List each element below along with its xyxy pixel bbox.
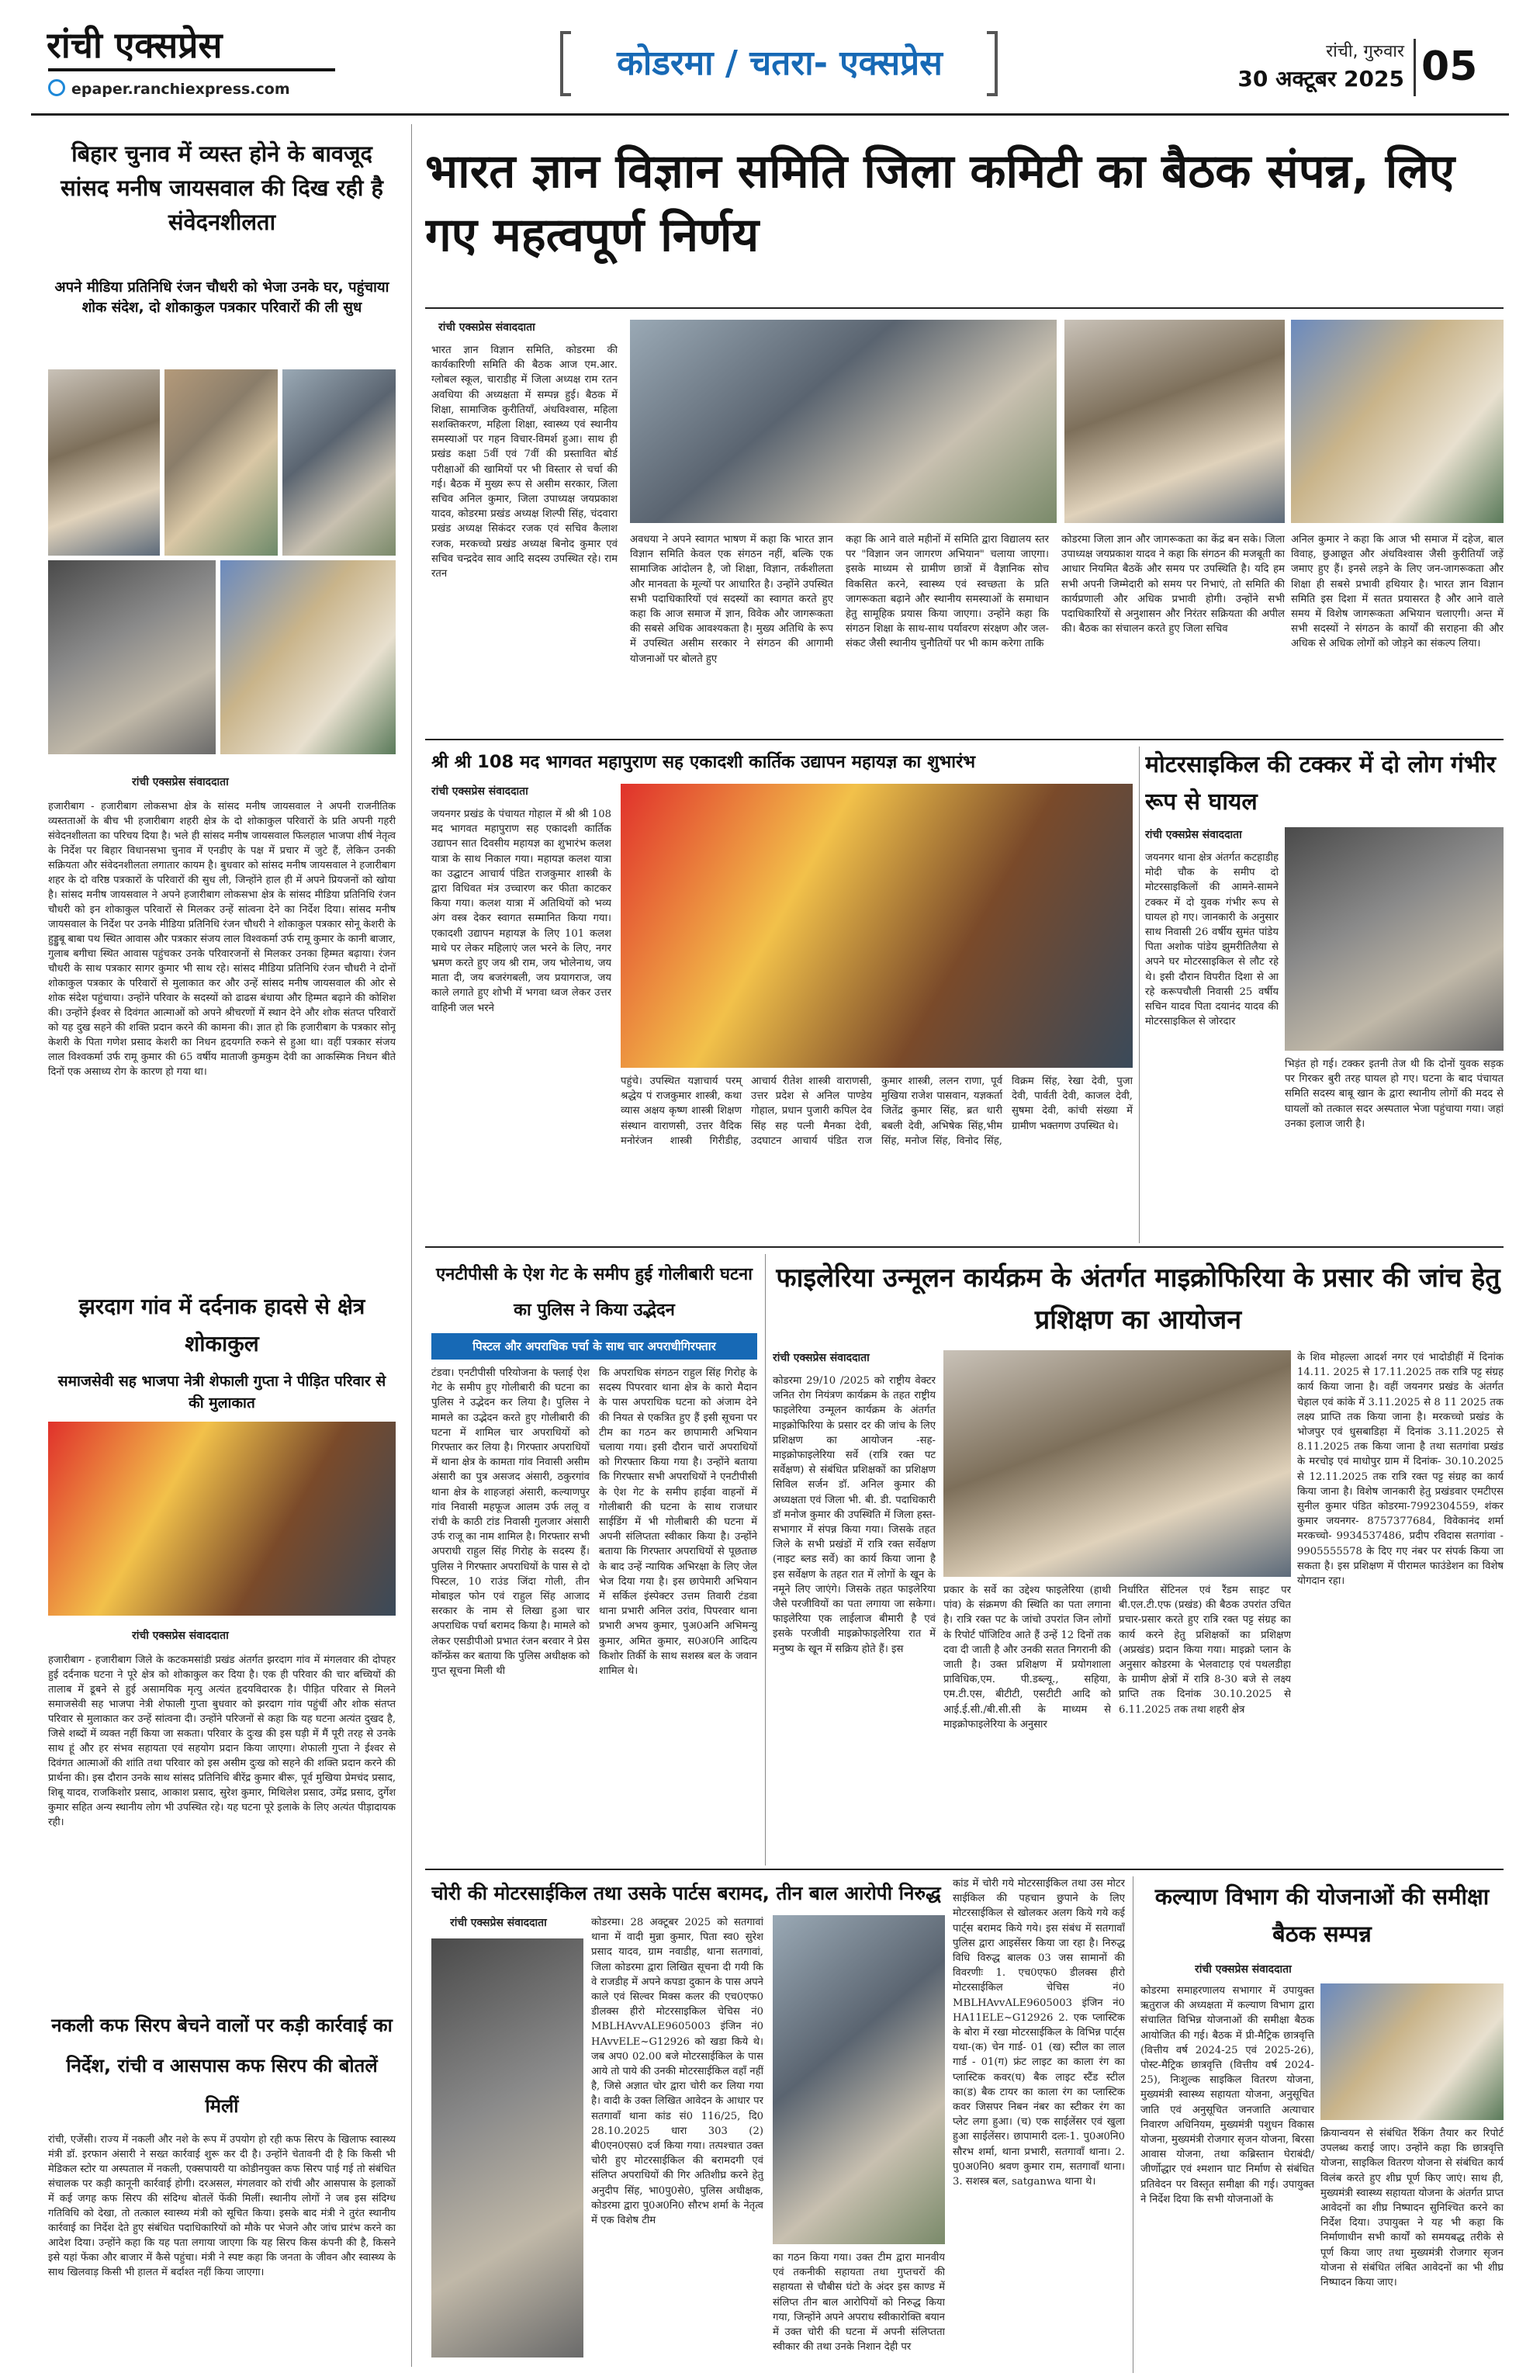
section-bracket-left bbox=[560, 31, 571, 96]
lead-headline: भारत ज्ञान विज्ञान समिति जिला कमिटी का बैठक संपन्न, लिए गए महत्वपूर्ण निर्णय bbox=[425, 144, 1455, 262]
ntpc-divider bbox=[765, 1254, 766, 1866]
left-photo-1 bbox=[48, 369, 160, 556]
bhagwat-byline: रांची एक्सप्रेस संवाददाता bbox=[431, 785, 528, 798]
bhagwat-caption: पहुंचे। उपस्थित यज्ञाचार्य परम् श्रद्धेय पं राजकुमार शास्त्री, कथा व्यास अक्षय कृष्ण शास्त्री शिक्षण संस्थान वाराणसी, उत्तर वैदिक मनोरंजन शास्त्री गिरीडीह, आचार्य रीतेश शास्त्री वाराणसी, उत्तर प्रदेश से अनिल पाण्डेय गोहाल, प्रधान पुजारी कपिल देव सिंह सह पत्नी मैनका देवी, उदघाटन आचार्य पंडित राज कुमार शास्त्री, ललन राणा, पूर्व मुखिया राजेश पासवान, यज्ञकर्ता जितेंद्र कुमार सिंह, ब्रत धारी बबली देवी, अभिषेक सिंह,भीम सिंह, मनोज सिंह, विनोद सिंह, विक्रम सिंह, रेखा देवी, पुजा देवी, पार्वती देवी, काजल देवी, सुषमा देवी, कांची संख्या में ग्रामीण भक्तगण उपस्थित थे। bbox=[621, 1076, 1133, 1147]
page-number-divider bbox=[1414, 39, 1416, 96]
motorcycle-byline: रांची एक्सप्रेस संवाददाता bbox=[1145, 829, 1242, 841]
lead-photo-2 bbox=[1064, 320, 1285, 523]
globe-icon bbox=[48, 79, 65, 96]
left-story2-photo bbox=[48, 1422, 396, 1616]
chori-col-2: कांड में चोरी गये मोटरसाईकिल तथा उस मोटर साईकिल की पहचान छुपाने के लिए मोटरसाईकिल से खोलकर अलग किये गये कई पार्ट्स बरामद किये गये। इस संबंध में सतगावाँ पुलिस द्वारा आइसेंसर किया जा रहा है। निरुद्ध विधि विरुद्ध बालक 03 जस सामानों की विवरणीः 1. एच0एफ0 डीलक्स हीरो मोटरसाईकिल चेचिस नं0 MBLHAvvALE9605003 इंजिन नं0 HA11ELE~G12926 2. एक प्लास्टिक के बोरा में रखा मोटरसाईकिल के विभिन्न पार्ट्स यथा-(क) चेन गार्ड- 01 (ख) स्टील का लाल गार्ड - 01(ग) फ्रंट लाइट का काला रंग का प्लास्टिक कवर(घ) बैक लाइट स्टैंड स्टील का(ड) बैक टायर का काला रंग का प्लास्टिक कवर जिसपर निबन नंबर का स्टीकर रंग का प्लेट लगा हुआ। (च) एक साईलेंसर एवं खुला हुआ साईलेंसर। छापामारी दलः-1. पु0अ0नि0 सौरभ शर्मा, थाना प्रभारी, सतगावाँ थाना। 2. पु0अ0नि0 श्रवण कुमार राम, सतगावाँ थाना। 3. सशस्त्र बल, satganwa थाना थे। bbox=[953, 1878, 1125, 2188]
left-photo-4 bbox=[48, 560, 216, 754]
filaria-photo bbox=[943, 1350, 1291, 1577]
left-story3-body: रांची, एजेंसी। राज्य में नकली और नशे के रूप में उपयोग हो रही कफ सिरप के खिलाफ स्वास्थ्य मंत्री डॉ. इरफान अंसारी ने सख्त कार्रवाई शुरू कर दी है। उन्होंने चेतावनी दी है कि किसी भी मेडिकल स्टोर या अस्पताल में नकली, एक्सपायरी या कोडीनयुक्त कफ सिरप पाई गई तो संबंधित संचालक पर कड़ी कानूनी कार्रवाई होगी। दरअसल, मंगलवार को रांची और आसपास के इलाकों में कई जगह कफ सिरप की संदिग्ध बोतलें फेंकी मिलीं। स्थानीय लोगों ने जब इस संदिग्ध गतिविधि को देखा, तो तत्काल स्वास्थ्य मंत्री को सूचित किया। इसके बाद मंत्री ने तुरंत स्थानीय कार्रवाई का निर्देश देते हुए संबंधित पदाधिकारियों को मौके पर भेजने और जांच प्रारंभ करने का आदेश दिया। उन्होंने कहा कि यह पता लगाया जाएगा कि यह सिरप किस कंपनी की है, किसने इसे यहां फेंका और बाजार में कैसे पहुंचा। मंत्री ने स्पष्ट कहा कि जनता के जीवन और स्वास्थ्य के साथ खिलवाड़ किसी भी हालत में बर्दाश्त नहीं किया जाएगा। bbox=[48, 2134, 396, 2278]
logo-swoosh bbox=[48, 68, 335, 71]
left-story2-headline: झरदाग गांव में दर्दनाक हादसे से क्षेत्र शोकाकुल bbox=[78, 1294, 365, 1356]
filaria-col-3: निर्धारित सेंटिनल एवं रैंडम साइट पर बी.एल.टी.एफ (प्रखंड) की बैठक उपरांत उचित प्रचार-प्रसार करते हुए रात्रि रक्त पट्ट संग्रह का कार्य करने हेतु प्रशिक्षकों का प्रशिक्षण (अप्रखंड) प्रदान किया गया। माइक्रो प्लान के अनुसार कोडरमा के भेलवाटाड़ एवं पथलडीहा के ग्रामीण क्षेत्रों में रात्रि 8-30 बजे से लक्ष्य प्राप्ति तक दिनांक 30.10.2025 से 6.11.2025 तक तथा शहरी क्षेत्र bbox=[1119, 1585, 1291, 1716]
lead-col-4: कोडरमा जिला ज्ञान और जागरूकता का केंद्र बन सके। जिला उपाध्यक्ष जयप्रकाश यादव ने कहा कि संगठन की मजबूती का आधार नियमित बैठकें और समय पर उपस्थिति है। यदि हम सभी अपनी जिम्मेदारी को समय पर निभाएं, तो समिति की कार्यप्रणाली और अधिक प्रभावी होगी। उन्होंने सभी पदाधिकारियों से अनुशासन और निरंतर सक्रियता की अपील की। बैठक का संचालन करते हुए जिला सचिव bbox=[1061, 534, 1285, 636]
ntpc-col-2: कि अपराधिक संगठन राहुल सिंह गिरोह के सदस्य पिपरवार थाना क्षेत्र के कारो मैदान के पास अपराधिक घटना को अंजाम देने की नियत से एकत्रित हुए हैं इसी सूचना पर टीम का गठन कर छापामारी अभियान चलाया गया। इसी दौरान चारों अपराधियों को गिरफ्तार किया गया है। उन्होंने बताया कि गिरफ्तार सभी अपराधियों ने एनटीपीसी के ऐश गेट के समीप हाईवा वाहनों में गोलीबारी की घटना के साथ राजधार साईडिंग में भी गोलीबारी की घटना में अपनी संलिप्तता स्वीकार किया है। उन्होंने बताया कि गिरफ्तार अपराधियों से पूछताछ के बाद उन्हें न्यायिक अभिरक्षा के लिए जेल भेज दिया गया है। इस छापेमारी अभियान में सर्किल इंस्पेक्टर उत्तम तिवारी टंडवा थाना प्रभारी अनिल उरांव, पिपरवार थाना प्रभारी अभय कुमार, पुअ0अनि अभिमन्यु कुमार, अमित कुमार, स0अ0नि आदित्य किशोर तिर्की के साथ सशस्त्र बल के जवान शामिल थे। bbox=[599, 1367, 757, 1678]
lead-headline-rule bbox=[425, 307, 1504, 309]
lead-col-5: अनिल कुमार ने कहा कि आज भी समाज में दहेज, बाल विवाह, छुआछूत और अंधविश्वास जैसी कुरीतियाँ जड़ें जमाए हुए हैं। इनसे लड़ने के लिए जन-जागरूकता और शिक्षा ही सबसे प्रभावी हथियार है। भारत ज्ञान विज्ञान समिति इस दिशा में सतत प्रयासरत है और आने वाले समय में विशेष जागरूकता अभियान चलाएगी। अन्त में सभी सदस्यों ने संगठन के कार्यों की सराहना की और अधिक से अधिक लोगों को जोड़ने का संकल्प लिया। bbox=[1291, 534, 1504, 650]
lead-col-2: अवधया ने अपने स्वागत भाषण में कहा कि भारत ज्ञान विज्ञान समिति केवल एक संगठन नहीं, बल्कि एक सामाजिक आंदोलन है, जो शिक्षा, विज्ञान, तर्कशीलता और मानवता के मूल्यों पर आधारित है। उन्होंने उपस्थित सभी पदाधिकारियों एवं सदस्यों का स्वागत करते हुए कहा कि आज समाज में ज्ञान, विवेक और जागरूकता की सबसे अधिक आवश्यकता है। मुख्य अतिथि के रूप में उपस्थित असीम सरकार ने संगठन की आगामी योजनाओं पर बोलते हुए bbox=[630, 534, 833, 665]
section-bracket-right bbox=[987, 31, 998, 96]
motorcycle-col-2: भिड़ंत हो गई। टक्कर इतनी तेज थी कि दोनों युवक सड़क पर गिरकर बुरी तरह घायल हो गए। घटना के बाद पंचायत समिति सदस्य बाबू खान के द्वारा स्थानीय लोगों की मदद से घायलों को तत्काल सदर अस्पताल भेजा पहुंचाया गया। जहां उनका इलाज जारी है। bbox=[1285, 1058, 1504, 1130]
left-column-divider bbox=[411, 124, 412, 2367]
ntpc-banner: पिस्टल और अपराधिक पर्चा के साथ चार अपराधीगिरफ्तार bbox=[431, 1333, 757, 1360]
left-photo-3 bbox=[282, 369, 396, 556]
kalyan-photo bbox=[1320, 1983, 1504, 2120]
section-title: कोडरमा / चतरा- एक्सप्रेस bbox=[617, 43, 943, 83]
website-link[interactable]: epaper.ranchiexpress.com bbox=[71, 81, 290, 98]
left-story2-body: हजारीबाग - हजारीबाग जिले के कटकमसांडी प्रखंड अंतर्गत झरदाग गांव में मंगलवार की दोपहर हुई दर्दनाक घटना ने पूरे क्षेत्र को शोकाकुल कर दिया है। एक ही परिवार की चार बच्चियों की तालाब में डूबने से हुई असामयिक मृत्यु अत्यंत हृदयविदारक है। पीड़ित परिवार से मिलने समाजसेवी सह भाजपा नेत्री शेफाली गुप्ता बुधवार को झरदाग गांव पहुंचीं और शोक संतप्त परिवार से मुलाकात कर उन्हें सांत्वना दी। उन्होंने परिजनों से कहा कि यह घटना अत्यंत दुखद है, जिसे शब्दों में व्यक्त नहीं किया जा सकता। परिवार के दुःख की इस घड़ी में मैं पूरी तरह से उनके साथ हूं और हर संभव सहायता एवं सहयोग प्रदान किया जाएगा। शेफाली गुप्ता ने ईश्वर से दिवंगत आत्माओं की शांति तथा परिवार को इस असीम दुःख को सहने की शक्ति प्रदान करने की प्रार्थना की। इस दौरान उनके साथ सांसद प्रतिनिधि बीरेंद्र कुमार बीरू, पूर्व मुखिया प्रेमचंद प्रसाद, शिबू यादव, राजकिशोर प्रसाद, आकाश प्रसाद, सुरेश कुमार, मिथिलेश प्रसाद, उमेंद्र प्रसाद, दुर्गेश कुमार सहित अन्य स्थानीय लोग भी उपस्थित रहे। यह घटना पूरे इलाके के लिए अत्यंत पीड़ादायक रही। bbox=[48, 1654, 396, 1828]
ntpc-col-1: टंडवा। एनटीपीसी परियोजना के फ्लाई ऐश गेट के समीप हुए गोलीबारी की घटना का पुलिस ने उद्भेदन कर लिया है। पुलिस ने मामले का उद्भेदन करते हुए गोलीबारी की घटना में शामिल चार अपराधियों को गिरफ्तार कर लिया है। गिरफ्तार अपराधियों में थाना क्षेत्र के कामता गांव निवासी असीम अंसारी का पुत्र असजद अंसारी, ठकुरगांव थाना क्षेत्र के शाहजहां अंसारी, कल्याणपुर गांव निवासी महफूज आलम उर्फ ललू व रांची के काठी टांड निवासी गुलजार अंसारी उर्फ राजू का नाम शामिल है। गिरफ्तार सभी अपराधी राहुल सिंह गिरोह के सदस्य हैं। पुलिस ने गिरफ्तार अपराधियों के पास से दो पिस्टल, 10 राउंड जिंदा गोली, तीन मोबाइल फोन एवं राहुल सिंह आजाद सरकार के नाम से लिखा हुआ चार अपराधिक पर्चा बरामद किया है। मामले को लेकर एसडीपीओ प्रभात रंजन बरवार ने प्रेस कॉन्फ्रेंस कर बताया कि पुलिस अधीक्षक को गुप्त सूचना मिली थी bbox=[431, 1367, 590, 1678]
dateline-city-day: रांची, गुरुवार bbox=[1326, 42, 1404, 61]
left-photo-2 bbox=[164, 369, 278, 556]
left-story2-subhead: समाजसेवी सह भाजपा नेत्री शेफाली गुप्ता ने पीड़ित परिवार से की मुलाकात bbox=[57, 1373, 386, 1412]
kalyan-headline: कल्याण विभाग की योजनाओं की समीक्षा बैठक सम्पन्न bbox=[1154, 1883, 1490, 1947]
newspaper-logo: रांची एक्सप्रेस bbox=[47, 24, 223, 66]
left-lead-body: हजारीबाग - हजारीबाग लोकसभा क्षेत्र के सांसद मनीष जायसवाल ने अपनी राजनीतिक व्यस्तताओं के बीच भी हजारीबाग शहरी क्षेत्र के दो शोकाकुल परिवारों के प्रति अपनी गहरी संवेदनशीलता का परिचय दिया है। भले ही सांसद मनीष जायसवाल फिलहाल भाजपा शीर्ष नेतृत्व के निर्देश पर बिहार विधानसभा चुनाव में एनडीए के पक्ष में प्रचार में जुटे हैं, लेकिन उनकी सक्रियता और संवेदनशीलता लगातार कायम है। बुधवार को सांसद मनीष जायसवाल ने हजारीबाग शहर के दो वरिष्ठ पत्रकारों के परिवारों की सुध ली, जिन्होंने हाल ही में अपने प्रियजनों को खोया है। सांसद मनीष जायसवाल ने अपने हजारीबाग लोकसभा क्षेत्र के सांसद मीडिया प्रतिनिधि रंजन चौधरी को इन शोकाकुल परिवारों से मिलकर उन्हें सांत्वना देने का निर्देश दिया। सांसद मनीष जायसवाल के निर्देश पर उनके मीडिया प्रतिनिधि रंजन चौधरी ने शोकाकुल पत्रकार सोनू केशरी के हुड्डुबू बाबा पथ स्थित आवास और पत्रकार संजय लाल विश्वकर्मा उर्फ रामू कुमार के कानी बाजार, गुलाब बगीचा स्थित आवास पहुंचकर उनके परिवारजनों से मिलकर उनका हिम्मत बढ़ाया। रंजन चौधरी के साथ पत्रकार सागर कुमार भी साथ रहे। सांसद मीडिया प्रतिनिधि रंजन चौधरी ने दोनों शोकाकुल पत्रकार के परिवारों से मुलाकात कर और उन्हें सांसद मनीष जायसवाल की ओर से शोक संदेश पहुंचाया। उन्होंने परिवार के सदस्यों को ढाढस बंधाया और हिम्मत बढ़ाने की कोशिश की। उन्होंने ईश्वर से दिवंगत आत्माओं को अपने श्रीचरणों में स्थान देने और शोक संतप्त परिवारों को यह दुख सहने की शक्ति प्रदान करने की कामना की। ज्ञात हो कि हजारीबाग के पत्रकार सोनू केशरी के पिता गणेश प्रसाद केशरी का निधन हृदयगति रुकने से हुआ था। वहीं पत्रकार संजय लाल विश्वकर्मा उर्फ रामू कुमार की 65 वर्षीय माताजी कुमकुम देवी का आकस्मिक निधन बीते दिनों एक असाध्य रोग के कारण हो गया था। bbox=[48, 801, 396, 1078]
lead-col-1: भारत ज्ञान विज्ञान समिति, कोडरमा की कार्यकारिणी समिति की बैठक आज एम.आर. ग्लोबल स्कूल, चाराडीह में जिला अध्यक्ष राम रतन अवधिया की अध्यक्षता में सम्पन्न हुई। बैठक में शिक्षा, सामाजिक कुरीतियाँ, अंधविश्वास, महिला सशक्तिकरण, महिला शिक्षा, स्वास्थ्य एवं स्थानीय समस्याओं पर गहन विचार-विमर्श हुआ। साथ ही प्रखंड कक्षा 5वीं एवं 7वीं की प्रस्तावित बोर्ड परीक्षाओं की खामियों पर भी विस्तार से चर्चा की गई। बैठक में मुख्य रूप से असीम सरकार, जिला सचिव अनिल कुमार, जिला उपाध्यक्ष जयप्रकाश यादव, कोडरमा प्रखंड अध्यक्ष शिल्पी सिंह, चंदवारा प्रखंड अध्यक्ष सिकंदर रजक एवं सचिव कैलाश रजक, मरकच्चो प्रखंड अध्यक्ष बिनोद कुमार एवं सचिव चन्द्रदेव साव आदि सदस्य उपस्थित रहे। राम रतन bbox=[431, 345, 618, 580]
bhagwat-divider bbox=[1139, 747, 1140, 1243]
chori-caption: का गठन किया गया। उक्त टीम द्वारा मानवीय एवं तकनीकी सहायता तथा गुप्तचरों की सहायता से चौबीस घंटो के अंदर इस काण्ड में संलिप्त तीन बाल आरोपियों को निरुद्ध किया गया, जिन्होंने अपने अपराध स्वीकारोक्ति बयान में उक्त चोरी की घटना में अपनी संलिप्तता स्वीकार की तथा उनके निशान देही पर bbox=[773, 2252, 945, 2354]
bhagwat-col-1: जयनगर प्रखंड के पंचायत गोहाल में श्री श्री 108 मद भागवत महापुराण सह एकादशी कार्तिक उद्यापन सात दिवसीय महायज्ञ का शुभारंभ कलश यात्रा के साथ निकाल गया। महायज्ञ कलश यात्रा का उद्घाटन आचार्य पंडित राजकुमार शास्त्री के द्वारा विधिवत मंत्र उच्चारण कर फीता काटकर किया गया। कलश यात्रा में अतिथियों को भव्य अंग वस्त्र देकर स्वागत सम्मानित किया गया। एकादशी उद्यापन महायज्ञ के लिए 101 कलश माथे पर लेकर महिलाएं जल भरने के लिए, नगर भ्रमण करते हुए जय श्री राम, जय भोलेनाथ, जय माता दी, जय बजरंगबली, जय प्रयागराज, जय काले लगाते हुए शोभी में भगवा ध्वज लेकर उत्तर वाहिनी जल भरने bbox=[431, 809, 611, 1014]
motorcycle-photo bbox=[1285, 827, 1504, 1051]
lead-col-3: कहा कि आने वाले महीनों में समिति द्वारा विद्यालय स्तर पर "विज्ञान जन जागरण अभियान" चलाया जाएगा। इसके माध्यम से ग्रामीण छात्रों में वैज्ञानिक सोच विकसित करने, स्वास्थ्य एवं स्वच्छता के प्रति जागरूकता बढ़ाने और स्थानीय समस्याओं के समाधान हेतु सामूहिक प्रयास किया जाएगा। उन्होंने कहा कि संगठन शिक्षा के साथ-साथ पर्यावरण संरक्षण और जल-संकट जैसी स्थानीय चुनौतियों पर भी काम करेगा ताकि bbox=[846, 534, 1049, 650]
mid-rule bbox=[425, 1246, 1504, 1248]
kalyan-byline: रांची एक्सप्रेस संवाददाता bbox=[1195, 1963, 1292, 1976]
filaria-col-4: के शिव मोहल्ला आदर्श नगर एवं भादोडीहीं में दिनांक 14.11. 2025 से 17.11.2025 तक रात्रि पट्ट संग्रह कार्य किया जाना है। वहीं जयनगर प्रखंड के अंतर्गत चेहाल एवं कांके में 3.11.2025 से 8 11 2025 तक लक्ष्य प्राप्ति तक किया जाना है। मरकच्चो प्रखंड के भोजपुर एवं धुसबाडिहा में दिनांक 3.11.2025 से 8.11.2025 तक किया जाना है तथा सतगांवा प्रखंड के मरचोइ एवं माधोपुर ग्राम में दिनांक- 30.10.2025 से 12.11.2025 तक रात्रि रक्त पट्ट संग्रह का कार्य किया जाना है। विशेष जानकारी हेतु प्रखंडवार एमटीएस सुनील कुमार पंडित कोडरमा-7992304559, शंकर कुमार जयनगर- 8757377684, विवेकानंद शर्मा मरकच्चो- 9934537486, प्रदीप रविदास सतगांवा - 9905555578 के दिए गए नंबर पर संपर्क किया जा सकता है। इस प्रशिक्षण में पीरामल फाउंडेशन का विशेष योगदान रहा। bbox=[1297, 1352, 1504, 1588]
lead-bottom-rule bbox=[425, 739, 1504, 740]
lead-photo-1 bbox=[630, 320, 1057, 523]
motorcycle-col-1: जयनगर थाना क्षेत्र अंतर्गत कटहाडीह मोदी चौक के समीप दो मोटरसाइकिलों की आमने-सामने टक्कर में दो युवक गंभीर रूप से घायल हो गए। जानकारी के अनुसार साथ निवासी 26 वर्षीय सुमंत पांडेय पिता अशोक पांडेय झुमरीतिलैया से अपने घर मोटरसाइकिल से लौट रहे थे। इसी दौरान विपरीत दिशा से आ रहे करूपचौली निवासी 25 वर्षीय सचिन यादव पिता दयानंद यादव की मोटरसाइकिल से जोरदार bbox=[1145, 852, 1279, 1028]
dateline-date: 30 अक्टूबर 2025 bbox=[1237, 66, 1404, 92]
chori-col-1: कोडरमा। 28 अक्टूबर 2025 को सतगावां थाना में वादी मुन्ना कुमार, पिता स्व0 सुरेश प्रसाद यादव, ग्राम नवाडीह, थाना सतगावां, जिला कोडरमा द्वारा लिखित सूचना दी गयी कि वे राजडीह में अपने कपडा दुकान के पास अपने काले एवं सिल्वर मिक्स कलर की एच0एफ0 डीलक्स हीरो मोटरसाइकिल चेचिस नं0 MBLHAvvALE9605003 इंजिन नं0 HAvvELE~G12926 को खडा किये थे। जब अप0 02.00 बजे मोटरसाईकिल के पास आये तो पाये की उनकी मोटरसाईकिल वहाँ नहीं है, जिसे अज्ञात चोर द्वारा चोरी कर लिया गया है। वादी के उक्त लिखित आवेदन के आधार पर सतगावाँ थाना कांड सं0 116/25, दि0 28.10.2025 धारा 303 (2) बी0एन0एस0 दर्ज किया गया। तत्पश्चात उक्त चोरी हुए मोटरसाईकिल की बरामदगी एवं संलिप्त अपराधियों की गिर अतिशीघ्र करने हेतु अनुदीप सिंह, भा0पु0से0, पुलिस अधीक्षक, कोडरमा द्वारा पु0अ0नि0 सौरभ शर्मा के नेतृत्व में एक विशेष टीम bbox=[591, 1917, 763, 2227]
left-story2-byline: रांची एक्सप्रेस संवाददाता bbox=[132, 1630, 229, 1642]
lead-byline: रांची एक्सप्रेस संवाददाता bbox=[438, 321, 535, 334]
filaria-headline: फाइलेरिया उन्मूलन कार्यक्रम के अंतर्गत माइक्रोफिरिया के प्रसार की जांच हेतु प्रशिक्षण का आयोजन bbox=[776, 1263, 1500, 1336]
chori-headline: चोरी की मोटरसाईकिल तथा उसके पार्टस बरामद, तीन बाल आरोपी निरुद्ध bbox=[431, 1882, 941, 1904]
motorcycle-headline: मोटरसाइकिल की टक्कर में दो लोग गंभीर रूप से घायल bbox=[1145, 751, 1496, 816]
filaria-byline: रांची एक्सप्रेस संवाददाता bbox=[773, 1352, 870, 1364]
chori-byline: रांची एक्सप्रेस संवाददाता bbox=[450, 1917, 547, 1929]
kalyan-col-1: कोडरमा समाहरणालय सभागार में उपायुक्त ऋतुराज की अध्यक्षता में कल्याण विभाग द्वारा संचालित विभिन्न योजनाओं की समीक्षा बैठक आयोजित की गई। बैठक में प्री-मैट्रिक छात्रवृत्ति (वित्तीय वर्ष 2024-25 एवं 2025-26), पोस्ट-मैट्रिक छात्रवृत्ति (वित्तीय वर्ष 2024-25), निःशुल्क साइकिल वितरण योजना, मुख्यमंत्री स्वास्थ्य सहायता योजना, अनुसूचित जाति एवं अनुसूचित जनजाति अत्याचार निवारण अधिनियम, मुख्यमंत्री पशुधन विकास योजना, मुख्यमंत्री रोजगार सृजन योजना, बिरसा आवास योजना, तथा कब्रिस्तान घेराबंदी/जीर्णोद्धार एवं श्मशान घाट निर्माण से संबंधित प्रतिवेदन पर विस्तृत समीक्षा की गई। उपायुक्त ने निर्देश दिया कि सभी योजनाओं के bbox=[1140, 1985, 1314, 2205]
lead-photo-3 bbox=[1291, 320, 1504, 523]
left-lead-byline: रांची एक्सप्रेस संवाददाता bbox=[132, 776, 229, 788]
left-story3-headline: नकली कफ सिरप बेचने वालों पर कड़ी कार्रवाई का निर्देश, रांची व आसपास कफ सिरप की बोतलें मिलीं bbox=[51, 2015, 393, 2117]
filaria-col-2: प्रकार के सर्वे का उद्देश्य फाइलेरिया (हाथी पांव) के संक्रमण की स्थिति का पता लगाना है। रात्रि रक्त पट के जांचो उपरांत जिन लोगों के रिपोर्ट पॉजिटिव आते हैं उन्हें 12 दिनों तक दवा दी जाती है और उनकी सतत निगरानी की जाती है। उक्त प्रशिक्षण में प्रयोगशाला प्राविधिक,एम. पी.डब्ल्यू., सहिया, एम.टी.एस, बीटीटी, एसटीटी आदि को आई.ई.सी./बी.सी.सी के माध्यम से माइक्रोफाइलेरिया के अनुसार bbox=[943, 1585, 1111, 1730]
chori-photo bbox=[431, 1938, 583, 2357]
ntpc-headline: एनटीपीसी के ऐश गेट के समीप हुई गोलीबारी घटना का पुलिस ने किया उद्भेदन bbox=[436, 1265, 753, 1320]
left-lead-subhead: अपने मीडिया प्रतिनिधि रंजन चौधरी को भेजा उनके घर, पहुंचाया शोक संदेश, दो शोकाकुल पत्रकार परिवारों की ली सुध bbox=[54, 279, 389, 316]
page-number: 05 bbox=[1421, 43, 1478, 90]
masthead-rule bbox=[31, 113, 1509, 116]
left-photo-5 bbox=[220, 560, 396, 754]
bhagwat-photo bbox=[621, 784, 1133, 1068]
left-lead-headline: बिहार चुनाव में व्यस्त होने के बावजूद सांसद मनीष जायसवाल की दिख रही है संवेदनशीलता bbox=[61, 140, 383, 235]
lower-rule bbox=[425, 1869, 1504, 1870]
kalyan-col-2: क्रियान्वयन से संबंधित रैंकिंग तैयार कर रिपोर्ट उपलब्ध कराई जाए। उन्होंने कहा कि छात्रवृत्ति योजना, साइकिल वितरण योजना से संबंधित कार्य विलंब करते हुए शीघ्र पूर्ण किए जाएं। साथ ही, मुख्यमंत्री स्वास्थ्य सहायता योजना के अंतर्गत प्राप्त आवेदनों का शीघ्र निष्पादन सुनिश्चित करने का निर्देश दिया। उपायुक्त ने यह भी कहा कि निर्माणाधीन सभी कार्यों को समयबद्ध तरीके से पूर्ण किया जाए तथा मुख्यमंत्री रोजगार सृजन योजना से संबंधित लंबित आवेदनों का भी शीघ्र निष्पादन किया जाए। bbox=[1320, 2128, 1504, 2289]
filaria-col-1: कोडरमा 29/10 /2025 को राष्ट्रीय वेक्टर जनित रोग नियंत्रण कार्यक्रम के तहत राष्ट्रीय फाइलेरिया उन्मूलन कार्यक्रम के अंतर्गत माइक्रोफिरिया के प्रसार दर की जांच के लिए प्रशिक्षण का आयोजन -सह- माइक्रोफाइलेरिया सर्वे (रात्रि रक्त पट सर्वेक्षण) से संबंधित प्रशिक्षकों का प्रशिक्षण सिविल सर्जन डॉ. अनिल कुमार की अध्यक्षता एवं जिला भी. बी. डी. पदाधिकारी डॉ मनोज कुमार की उपस्थिति में जिला हस्त-सभागार में संपन्न किया गया। जिसके तहत जिले के सभी प्रखंडों में रात्रि रक्त सर्वेक्षण (नाइट ब्लड सर्वे) का कार्य किया जाना है इस सर्वेक्षण के तहत रात में लोगों के खून के नमूने लिए जाएंगे। जिसके तहत फाइलेरिया जैसे परजीवियों का पता लगाया जा सकेगा। फाइलेरिया एक लाईलाज बीमारी है एवं इसके परजीवी माइक्रोफाइलेरिया रात में मनुष्य के खून में सक्रिय होते हैं। इस bbox=[773, 1375, 936, 1655]
bhagwat-headline: श्री श्री 108 मद भागवत महापुराण सह एकादशी कार्तिक उद्यापन महायज्ञ का शुभारंभ bbox=[431, 752, 976, 772]
chori-photo-2 bbox=[773, 1915, 945, 2244]
masthead bbox=[0, 0, 1540, 109]
